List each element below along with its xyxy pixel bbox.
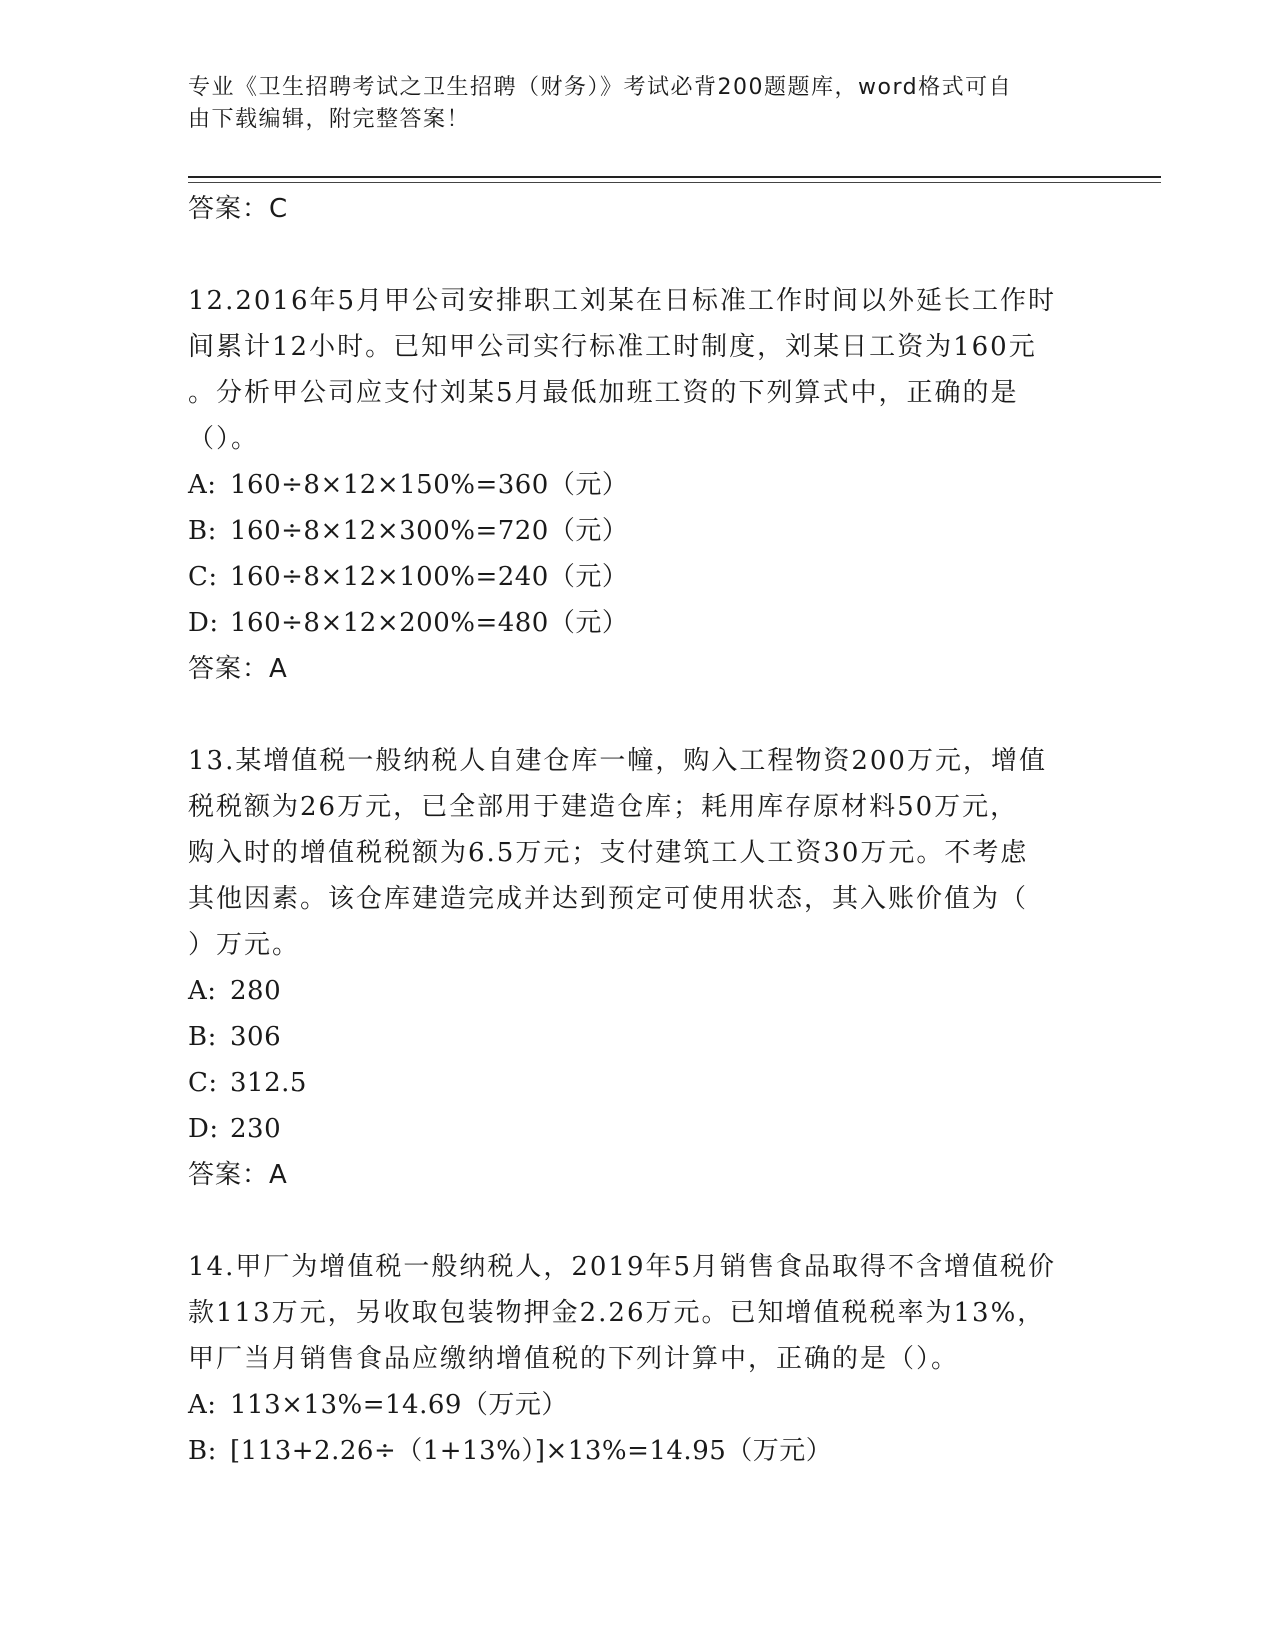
option-a [188,1382,1088,1428]
option-key: B: [188,516,217,546]
question-text-line: 购入时的增值税税额为6.5万元；支付建筑工人工资30万元。不考虑 [188,838,1029,868]
header-line-2: 由下载编辑，附完整答案！ [188,107,471,132]
option-text: 113×13%=14.69（万元） [230,1390,568,1420]
question-14 [188,1244,1088,1474]
option-key: A: [188,470,217,500]
document-header [188,72,1088,136]
option-text: 280 [230,976,282,1006]
option-text: 160÷8×12×200%=480（元） [230,608,629,638]
option-text: 306 [230,1022,282,1052]
question-12 [188,278,1088,692]
question-text-line: （）。 [188,424,260,454]
question-text-line: 。分析甲公司应支付刘某5月最低加班工资的下列算式中，正确的是 [188,378,1019,408]
option-a [188,968,1088,1014]
option-key: D: [188,1114,219,1144]
question-text-line: 14.甲厂为增值税一般纳税人，2019年5月销售食品取得不含增值税价 [188,1252,1057,1282]
option-b [188,508,1088,554]
option-key: C: [188,562,218,592]
question-text-line: 其他因素。该仓库建造完成并达到预定可使用状态，其入账价值为（ [188,884,1029,914]
option-text: 160÷8×12×100%=240（元） [230,562,629,592]
option-key: D: [188,608,219,638]
option-text: 312.5 [230,1068,307,1098]
option-b [188,1428,1088,1474]
question-text-line: ）万元。 [188,930,301,960]
option-c [188,554,1088,600]
header-divider-thin [188,182,1161,183]
option-text: 160÷8×12×150%=360（元） [230,470,629,500]
question-text-line: 税税额为26万元，已全部用于建造仓库；耗用库存原材料50万元， [188,792,1019,822]
option-text: 160÷8×12×300%=720（元） [230,516,629,546]
header-divider [188,176,1161,178]
option-c [188,1060,1088,1106]
header-line-1: 专业《卫生招聘考试之卫生招聘（财务）》考试必背200题题库，word格式可自 [188,75,1013,100]
question-text-line: 间累计12小时。已知甲公司实行标准工时制度，刘某日工资为160元 [188,332,1037,362]
question-13 [188,738,1088,1198]
answer-label: 答案：A [188,654,288,684]
option-text: [113+2.26÷（1+13%）]×13%=14.95（万元） [230,1436,833,1466]
option-text: 230 [230,1114,282,1144]
question-text-line: 13.某增值税一般纳税人自建仓库一幢，购入工程物资200万元，增值 [188,746,1047,776]
document-body [188,186,1088,1474]
option-key: C: [188,1068,218,1098]
question-text-line: 12.2016年5月甲公司安排职工刘某在日标准工作时间以外延长工作时 [188,286,1057,316]
option-key: A: [188,1390,217,1420]
option-b [188,1014,1088,1060]
option-d [188,1106,1088,1152]
question-text-line: 甲厂当月销售食品应缴纳增值税的下列计算中，正确的是（）。 [188,1344,960,1374]
option-key: A: [188,976,217,1006]
question-text-line: 款113万元，另收取包装物押金2.26万元。已知增值税税率为13%， [188,1298,1046,1328]
option-a [188,462,1088,508]
previous-answer: 答案：C [188,194,289,224]
option-d [188,600,1088,646]
option-key: B: [188,1436,217,1466]
option-key: B: [188,1022,217,1052]
answer-label: 答案：A [188,1160,288,1190]
